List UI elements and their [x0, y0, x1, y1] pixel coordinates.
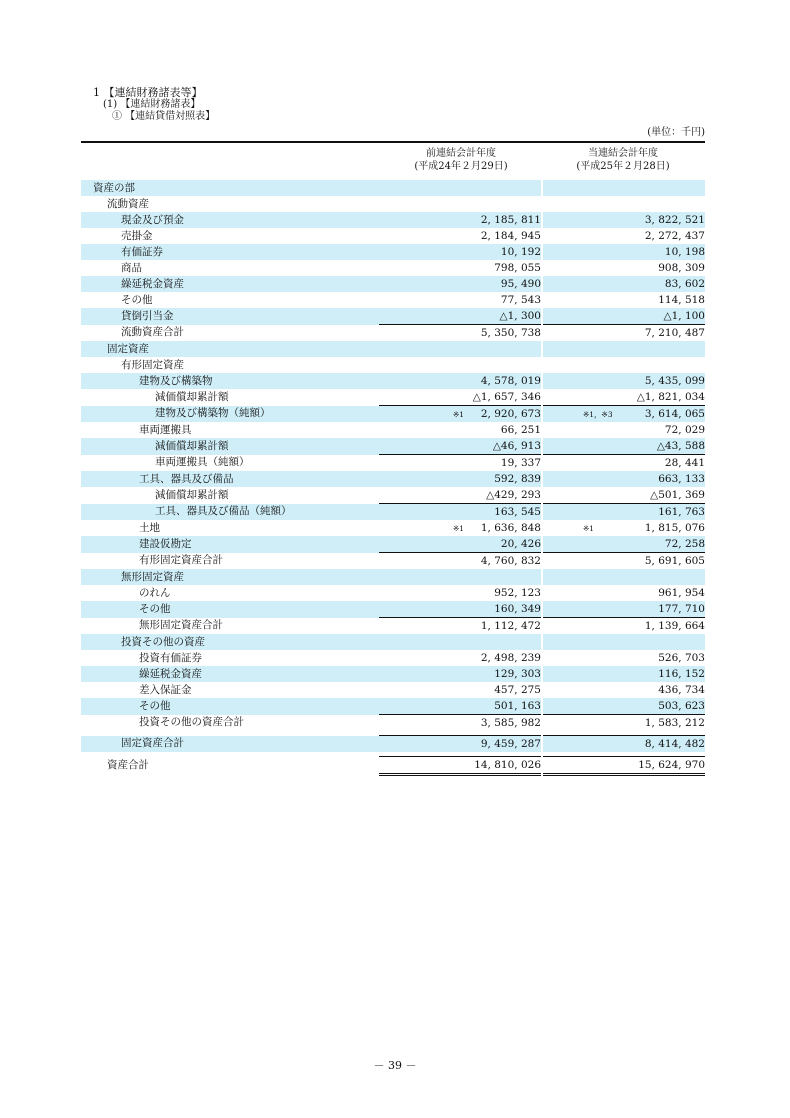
column-header-line1: 当連結会計年度: [588, 148, 658, 159]
value-current-year-cell: [543, 682, 705, 698]
value-prior-year-cell: [379, 260, 541, 276]
row-label: 固定資産: [81, 341, 379, 357]
value-current-year: 83, 602: [664, 277, 705, 290]
value-current-year: 5, 691, 605: [644, 554, 705, 567]
row-label: 繰延税金資産: [81, 276, 379, 292]
statement-heading: ① 【連結貸借対照表】: [112, 111, 216, 122]
value-current-year: 503, 623: [658, 699, 705, 712]
value-prior-year-cell: [379, 212, 541, 228]
value-prior-year: 2, 498, 239: [480, 651, 541, 664]
value-prior-year-cell: [379, 422, 541, 438]
value-prior-year: 3, 585, 982: [480, 716, 541, 729]
value-current-year: 72, 258: [664, 537, 705, 550]
value-prior-year-cell: [379, 553, 541, 570]
value-prior-year-cell: [379, 180, 541, 196]
row-label: 車両運搬具（純額）: [155, 456, 250, 469]
table-row: [81, 341, 705, 357]
value-prior-year: 2, 920, 673: [480, 407, 541, 420]
row-label: 減価償却累計額: [81, 438, 379, 455]
row-label: 商品: [121, 261, 142, 274]
row-label: 土地: [139, 521, 160, 534]
row-label: 無形固定資産: [81, 569, 379, 585]
value-prior-year-cell: [379, 276, 541, 292]
value-prior-year: 129, 303: [494, 667, 541, 680]
value-prior-year: △1, 657, 346: [472, 390, 541, 403]
value-current-year-cell: [543, 341, 705, 357]
table-row: [81, 260, 705, 276]
table-row: [81, 471, 705, 487]
table-row: [81, 455, 705, 472]
table-row: [81, 406, 705, 423]
row-label: 流動資産合計: [121, 326, 184, 339]
value-current-year: 1, 139, 664: [644, 619, 705, 632]
row-label: 工具、器具及び備品（純額）: [81, 504, 379, 521]
table-row: [81, 357, 705, 373]
value-prior-year: △429, 293: [486, 488, 541, 501]
table-row: [81, 504, 705, 521]
value-current-year-cell: [543, 601, 705, 618]
table-row: [81, 325, 705, 342]
row-label: その他: [81, 698, 379, 715]
value-prior-year: △1, 300: [499, 309, 541, 322]
value-current-year-cell: [543, 438, 705, 455]
value-current-year: 10, 198: [664, 245, 705, 258]
value-current-year: 1, 583, 212: [644, 716, 705, 729]
row-label: 建物及び構築物: [81, 373, 379, 389]
value-prior-year-cell: [379, 666, 541, 682]
value-current-year: 177, 710: [658, 602, 705, 615]
value-current-year-cell: [543, 736, 705, 753]
page-number: － 39 －: [373, 1059, 417, 1072]
value-prior-year-cell: [379, 196, 541, 212]
value-current-year: 3, 822, 521: [644, 213, 705, 226]
row-label: 繰延税金資産: [81, 666, 379, 682]
table-row: [81, 422, 705, 438]
value-current-year-cell: [543, 520, 705, 536]
value-prior-year-cell: [379, 634, 541, 650]
value-current-year: 114, 518: [658, 293, 705, 306]
value-prior-year-cell: [379, 618, 541, 635]
value-current-year-cell: [543, 650, 705, 666]
value-prior-year-cell: [379, 487, 541, 504]
value-current-year-cell: [543, 666, 705, 682]
value-prior-year: 2, 184, 945: [480, 229, 541, 242]
value-prior-year: 20, 426: [500, 537, 541, 550]
table-row: [81, 618, 705, 635]
value-current-year-cell: [543, 455, 705, 472]
value-prior-year-cell: [379, 438, 541, 455]
value-prior-year-cell: [379, 292, 541, 308]
unit-label: (単位：千円): [647, 127, 705, 138]
row-label: 無形固定資産合計: [139, 619, 223, 632]
row-label: 建物及び構築物（純額）: [81, 406, 379, 423]
value-prior-year-cell: [379, 406, 541, 423]
table-row: [81, 585, 705, 601]
row-label: 投資有価証券: [139, 651, 202, 664]
value-prior-year: 14, 810, 026: [474, 758, 541, 771]
value-prior-year-cell: [379, 520, 541, 536]
value-prior-year: 10, 192: [500, 245, 541, 258]
table-row: [81, 736, 705, 753]
value-current-year: 8, 414, 482: [644, 737, 705, 750]
row-label: 現金及び預金: [81, 212, 379, 228]
value-prior-year-cell: [379, 757, 541, 775]
row-label: 貸倒引当金: [81, 308, 379, 325]
value-prior-year-cell: [379, 504, 541, 521]
table-row: [81, 389, 705, 406]
value-prior-year-cell: [379, 325, 541, 342]
row-label: のれん: [139, 586, 171, 599]
table-row: [81, 196, 705, 212]
value-prior-year: 163, 545: [494, 505, 541, 518]
value-current-year: 526, 703: [658, 651, 705, 664]
table-row: [81, 438, 705, 455]
value-prior-year-cell: [379, 357, 541, 373]
value-current-year-cell: [543, 325, 705, 342]
row-label: 減価償却累計額: [155, 488, 229, 501]
value-current-year-cell: [543, 504, 705, 521]
table-row: [81, 373, 705, 389]
table-row: [81, 228, 705, 244]
column-header-current-year: [543, 147, 703, 173]
value-current-year-cell: [543, 260, 705, 276]
value-current-year-cell: [543, 634, 705, 650]
value-prior-year-cell: [379, 389, 541, 406]
value-prior-year: 66, 251: [500, 423, 541, 436]
column-header-prior-year: [381, 147, 541, 173]
value-current-year-cell: [543, 715, 705, 732]
table-top-rule: [81, 141, 705, 143]
value-prior-year: 1, 636, 848: [480, 521, 541, 534]
row-label: 資産合計: [107, 759, 149, 771]
row-label: 減価償却累計額: [155, 390, 229, 403]
footnote-marker: ※1: [453, 523, 465, 533]
balance-sheet-table: [81, 180, 705, 776]
row-label: 投資その他の資産: [81, 634, 379, 650]
table-row: [81, 650, 705, 666]
value-current-year: 28, 441: [664, 456, 705, 469]
value-current-year-cell: [543, 471, 705, 487]
value-current-year-cell: [543, 180, 705, 196]
value-current-year: 436, 734: [658, 683, 705, 696]
table-row: [81, 308, 705, 325]
value-current-year-cell: [543, 585, 705, 601]
table-row: [81, 487, 705, 504]
value-current-year-cell: [543, 487, 705, 504]
value-current-year: 663, 133: [658, 472, 705, 485]
footnote-marker: ※1: [583, 523, 595, 533]
section-heading: 1 【連結財務諸表等】: [93, 86, 203, 99]
table-row: [81, 292, 705, 308]
value-current-year: 15, 624, 970: [638, 758, 705, 771]
value-current-year-cell: [543, 698, 705, 715]
value-current-year: 7, 210, 487: [644, 326, 705, 339]
value-prior-year-cell: [379, 601, 541, 618]
table-row: [81, 212, 705, 228]
value-prior-year-cell: [379, 715, 541, 732]
value-current-year-cell: [543, 373, 705, 389]
table-row: [81, 757, 705, 775]
value-prior-year: 9, 459, 287: [480, 737, 541, 750]
value-prior-year: 5, 350, 738: [480, 326, 541, 339]
value-prior-year-cell: [379, 650, 541, 666]
table-row: [81, 553, 705, 570]
value-current-year: 161, 763: [658, 505, 705, 518]
value-current-year-cell: [543, 196, 705, 212]
value-prior-year-cell: [379, 471, 541, 487]
table-row: [81, 536, 705, 553]
value-prior-year: 457, 275: [494, 683, 541, 696]
value-prior-year: 2, 185, 811: [480, 213, 541, 226]
value-prior-year: 19, 337: [500, 456, 541, 469]
row-label: その他: [121, 293, 153, 306]
value-current-year-cell: [543, 569, 705, 585]
row-label: 差入保証金: [139, 683, 192, 696]
value-current-year-cell: [543, 357, 705, 373]
value-current-year: 116, 152: [658, 667, 705, 680]
table-row: [81, 244, 705, 260]
row-label: 有形固定資産合計: [139, 554, 223, 567]
value-current-year-cell: [543, 212, 705, 228]
value-prior-year: 77, 543: [500, 293, 541, 306]
value-prior-year: 160, 349: [494, 602, 541, 615]
value-prior-year-cell: [379, 585, 541, 601]
value-prior-year-cell: [379, 373, 541, 389]
value-current-year: 72, 029: [664, 423, 705, 436]
value-current-year-cell: [543, 228, 705, 244]
footnote-marker: ※1，※3: [583, 409, 613, 419]
column-header-line2: (平成24年２月29日): [414, 161, 508, 172]
row-label: 建設仮勘定: [81, 536, 379, 553]
value-current-year-cell: [543, 406, 705, 423]
value-current-year: 2, 272, 437: [644, 229, 705, 242]
table-row: [81, 569, 705, 585]
row-label: 固定資産合計: [81, 736, 379, 753]
table-row: [81, 634, 705, 650]
value-prior-year-cell: [379, 341, 541, 357]
value-current-year: △1, 100: [663, 309, 705, 322]
value-prior-year: 952, 123: [494, 586, 541, 599]
column-header-line1: 前連結会計年度: [426, 148, 496, 159]
value-prior-year-cell: [379, 455, 541, 472]
value-current-year: 961, 954: [658, 586, 705, 599]
value-current-year-cell: [543, 308, 705, 325]
value-prior-year: 501, 163: [494, 699, 541, 712]
table-row: [81, 276, 705, 292]
subsection-heading: (1) 【連結財務諸表】: [103, 99, 201, 110]
value-current-year-cell: [543, 276, 705, 292]
value-current-year-cell: [543, 389, 705, 406]
value-prior-year: 798, 055: [494, 261, 541, 274]
value-prior-year-cell: [379, 244, 541, 260]
row-label: 有形固定資産: [121, 358, 184, 371]
balance-sheet-body: [81, 180, 705, 775]
table-row: [81, 715, 705, 732]
value-prior-year-cell: [379, 698, 541, 715]
value-current-year-cell: [543, 292, 705, 308]
table-row: [81, 180, 705, 196]
value-prior-year: 592, 839: [494, 472, 541, 485]
value-prior-year: 4, 578, 019: [480, 374, 541, 387]
value-prior-year-cell: [379, 228, 541, 244]
table-row: [81, 666, 705, 682]
value-prior-year: △46, 913: [492, 439, 541, 452]
row-label: 売掛金: [121, 229, 153, 242]
column-header-line2: (平成25年２月28日): [576, 161, 670, 172]
value-prior-year-cell: [379, 682, 541, 698]
value-current-year: △43, 588: [656, 439, 705, 452]
value-prior-year: 1, 112, 472: [480, 619, 541, 632]
row-label: 工具、器具及び備品: [81, 471, 379, 487]
value-current-year-cell: [543, 244, 705, 260]
value-current-year: 1, 815, 076: [644, 521, 705, 534]
row-label: 有価証券: [81, 244, 379, 260]
row-label: 車両運搬具: [139, 423, 192, 436]
value-current-year: △501, 369: [650, 488, 705, 501]
value-current-year: 5, 435, 099: [644, 374, 705, 387]
table-row: [81, 520, 705, 536]
footnote-marker: ※1: [453, 409, 465, 419]
row-label: その他: [81, 601, 379, 618]
value-current-year-cell: [543, 757, 705, 775]
row-label: 投資その他の資産合計: [139, 716, 244, 729]
value-prior-year: 4, 760, 832: [480, 554, 541, 567]
value-current-year-cell: [543, 553, 705, 570]
value-current-year: 908, 309: [658, 261, 705, 274]
value-prior-year-cell: [379, 569, 541, 585]
value-prior-year-cell: [379, 308, 541, 325]
value-prior-year: 95, 490: [500, 277, 541, 290]
value-current-year: 3, 614, 065: [644, 407, 705, 420]
table-row: [81, 601, 705, 618]
value-prior-year-cell: [379, 736, 541, 753]
row-label: 資産の部: [81, 180, 379, 196]
value-current-year-cell: [543, 618, 705, 635]
value-prior-year-cell: [379, 536, 541, 553]
row-label: 流動資産: [107, 197, 149, 210]
value-current-year-cell: [543, 536, 705, 553]
table-row: [81, 698, 705, 715]
value-current-year: △1, 821, 034: [636, 390, 705, 403]
value-current-year-cell: [543, 422, 705, 438]
table-row: [81, 682, 705, 698]
